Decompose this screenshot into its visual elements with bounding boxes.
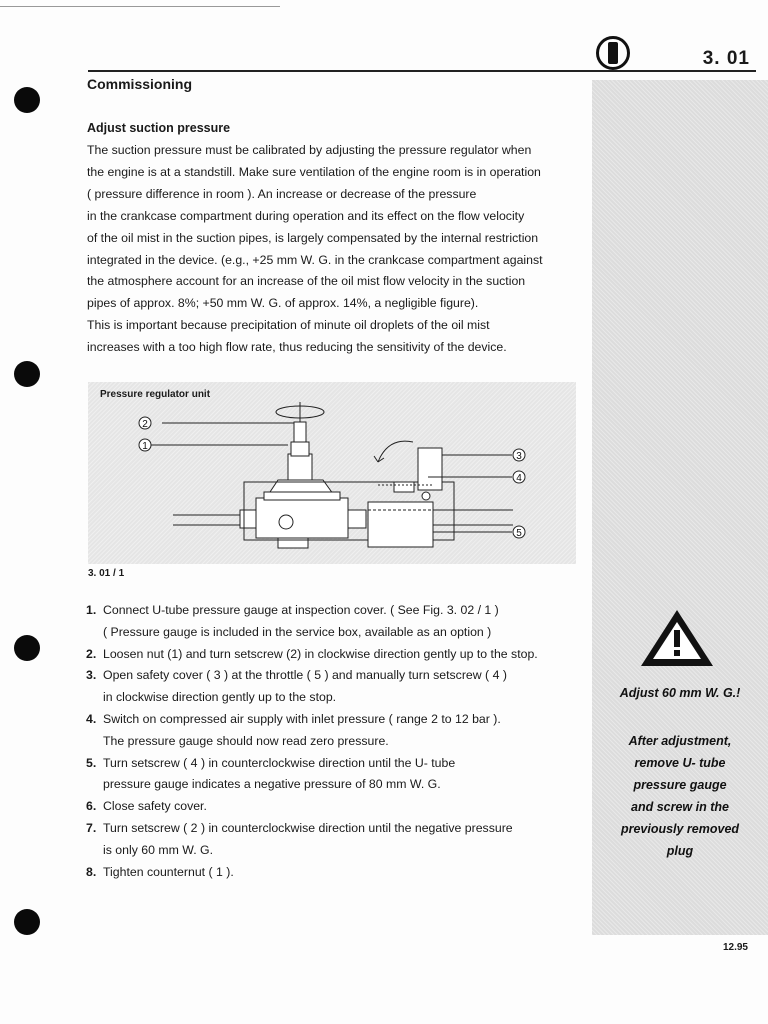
- section-subtitle: Adjust suction pressure: [87, 121, 231, 135]
- step-line: Connect U-tube pressure gauge at inspection cover. ( See Fig. 3. 02 / 1 ): [103, 603, 499, 617]
- figure-title: Pressure regulator unit: [100, 389, 211, 400]
- step-line: Open safety cover ( 3 ) at the throttle ( 5 ) and manually turn setscrew ( 4 ): [103, 668, 507, 683]
- paragraph-line: ( pressure difference in room ). An increase or decrease of the pressure: [87, 186, 477, 201]
- sidebar-note: [598, 730, 762, 862]
- top-edge-line: [0, 6, 280, 7]
- step-line: Turn setscrew ( 2 ) in counterclockwise direction until the negative pressure: [103, 820, 513, 835]
- paragraph-line: the engine is at a standstill. Make sure ventilation of the engine room is in operation: [87, 164, 541, 179]
- step-number: 1.: [86, 603, 97, 617]
- paragraph-line: This is important because precipitation of minute oil droplets of the oil mist: [87, 318, 490, 333]
- step-number: 6.: [86, 799, 97, 814]
- step-line: ( Pressure gauge is included in the service box, available as an option ): [103, 624, 492, 639]
- paragraph-line: pipes of approx. 8%; +50 mm W. G. of approx. 14%, a negligible figure).: [87, 296, 479, 311]
- sidebar-note-line: pressure gauge: [633, 778, 727, 792]
- step-line: Close safety cover.: [103, 799, 207, 814]
- step-number: 5.: [86, 755, 97, 770]
- binder-hole: [14, 361, 40, 387]
- step-number: 7.: [86, 820, 97, 835]
- list-item: [86, 665, 586, 709]
- sidebar-note-line: plug: [666, 844, 694, 858]
- paragraph-line: the atmosphere account for an increase of the oil mist flow velocity in the suction: [87, 274, 526, 289]
- sidebar-note-line: remove U- tube: [634, 756, 726, 770]
- figure-pressure-regulator: [88, 382, 576, 564]
- figure-caption: 3. 01 / 1: [88, 568, 125, 579]
- callout-4: 4: [516, 473, 522, 484]
- header-rule: [88, 70, 756, 72]
- step-line: Tighten counternut ( 1 ).: [103, 864, 234, 879]
- paragraph-line: in the crankcase compartment during operation and its effect on the flow velocity: [87, 208, 525, 223]
- sidebar-note-title: Adjust 60 mm W. G.!: [619, 686, 741, 700]
- sidebar-note-line: After adjustment,: [628, 734, 732, 748]
- sidebar-note-line: previously removed: [620, 822, 740, 836]
- section-title: Commissioning: [87, 76, 193, 92]
- pressure-regulator-drawing: [88, 382, 576, 564]
- warning-triangle-icon: [637, 606, 717, 670]
- callout-5: 5: [516, 528, 522, 539]
- paragraph-line: The suction pressure must be calibrated by adjusting the pressure regulator when: [87, 143, 532, 157]
- paragraph-line: increases with a too high flow rate, thus reducing the sensitivity of the device.: [87, 340, 507, 355]
- callout-3: 3: [516, 451, 522, 462]
- list-item: [86, 862, 586, 884]
- step-line: in clockwise direction gently up to the stop.: [103, 690, 337, 705]
- binder-hole: [14, 87, 40, 113]
- step-line: Switch on compressed air supply with inlet pressure ( range 2 to 12 bar ).: [103, 711, 501, 726]
- step-line: Turn setscrew ( 4 ) in counterclockwise direction until the U- tube: [103, 755, 456, 770]
- step-number: 2.: [86, 646, 97, 661]
- procedure-steps: [86, 600, 586, 883]
- sidebar-note-line: and screw in the: [631, 800, 729, 814]
- list-item: [86, 753, 586, 797]
- list-item: [86, 796, 586, 818]
- footer-date: 12.95: [722, 942, 748, 953]
- step-line: is only 60 mm W. G.: [103, 842, 214, 857]
- intro-paragraph: [87, 140, 587, 359]
- language-marker-icon: [596, 36, 630, 70]
- step-line: Loosen nut (1) and turn setscrew (2) in clockwise direction gently up to the stop.: [103, 646, 538, 661]
- step-line: The pressure gauge should now read zero pressure.: [103, 733, 389, 748]
- page-number: 3. 01: [702, 48, 750, 69]
- binder-hole: [14, 635, 40, 661]
- binder-hole: [14, 909, 40, 935]
- list-item: [86, 818, 586, 862]
- step-number: 8.: [86, 864, 97, 879]
- list-item: [86, 709, 586, 753]
- list-item: [86, 600, 586, 644]
- paragraph-line: integrated in the device. (e.g., +25 mm W. G. in the crankcase compartment against: [87, 252, 543, 267]
- list-item: [86, 644, 586, 666]
- paragraph-line: of the oil mist in the suction pipes, is largely compensated by the internal restriction: [87, 230, 539, 245]
- step-number: 4.: [86, 711, 97, 726]
- callout-1: 1: [142, 441, 148, 452]
- step-number: 3.: [86, 668, 97, 683]
- callout-2: 2: [142, 419, 148, 430]
- step-line: pressure gauge indicates a negative pressure of 80 mm W. G.: [103, 777, 441, 792]
